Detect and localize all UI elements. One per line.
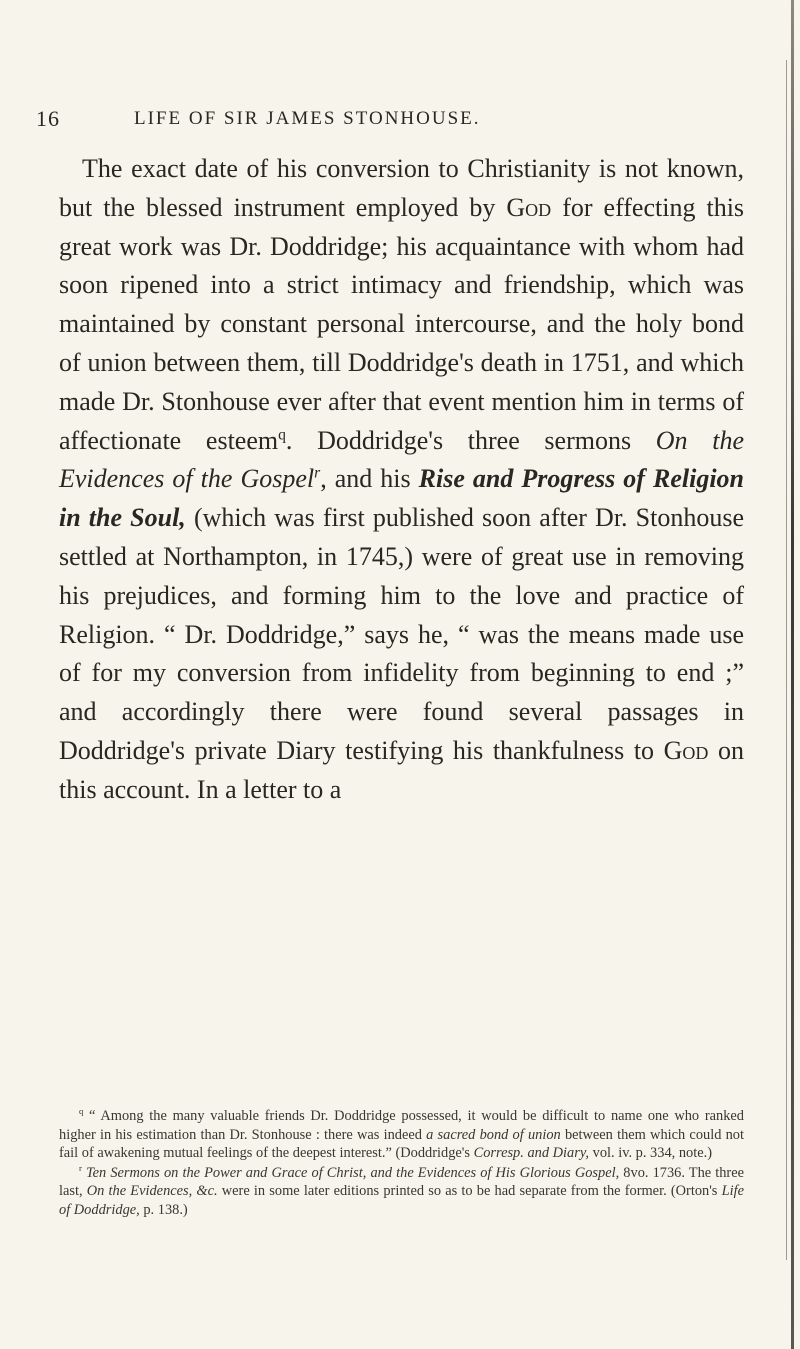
text-run: between them which could not fail of awakening mutual feelings of the deepest interest.” (Doddridge's (59, 1126, 744, 1162)
footnote-r (59, 1164, 744, 1220)
text-run: were in some later editions printed so as to be had separate from the former. (Orton's (221, 1183, 718, 1200)
god-small-caps: God (506, 192, 552, 222)
text-run: “ Among the many valuable friends Dr. Doddridge possessed, it would be difficult to name one who ranked higher in his estimation than Dr. Stonhouse : there was indeed (59, 1108, 744, 1143)
text-run: . Doddridge's three sermons (285, 425, 632, 455)
body-text (59, 150, 744, 810)
paragraph (59, 150, 744, 810)
footnotes (59, 1107, 744, 1221)
footnote-mark-q: q (79, 1106, 84, 1117)
text-run: on this account. In a letter to a (59, 735, 744, 804)
page-number: 16 (36, 106, 60, 131)
italic-run: a sacred bond of union (426, 1126, 561, 1143)
footnote-ref-r: r (314, 464, 321, 482)
italic-run: Life of Doddridge, (59, 1183, 744, 1218)
text-run: 8vo. 1736. The three last, (59, 1164, 744, 1200)
text-run: (which was first published soon after Dr. Stonhouse settled at Northampton, in 1745,) were of great use in removing his prejudices, and forming him to the love and practice of Religion. “ Dr. Doddridge,” says he, “ was the means made use of for my conversion from infidelity from beginning to end ;” and accordingly there were found several passages in Doddridge's private Diary testifying his thankfulness to (59, 503, 745, 765)
page-edge-shadow (786, 60, 787, 1260)
italic-run: Ten Sermons on the Power and Grace of Christ, and the Evidences of His Glorious Gospel, (85, 1164, 620, 1181)
title-rise-and-progress: Rise and Progress of Religion in the Soul, (59, 464, 745, 533)
text-run: , and his (320, 464, 411, 494)
footnote-mark-r: r (79, 1162, 82, 1173)
title-evidences: On the Evidences of the Gospel (59, 425, 744, 494)
text-run: p. 138.) (143, 1201, 188, 1218)
footnote-ref-q: q (278, 425, 286, 443)
page-header (36, 106, 736, 136)
italic-run: Corresp. and Diary, (473, 1145, 590, 1162)
text-run: for effecting this great work was Dr. Doddridge; his acquaintance with whom had soon ripened into a strict intimacy and friendship, which was maintained by constant personal intercourse, and the holy bond of union between them, till Doddridge's death in 1751, and which made Dr. Stonhouse ever after that event mention him in terms of affectionate esteem (59, 192, 745, 455)
footnote-q (59, 1107, 744, 1163)
text-run: The exact date of his conversion to Christianity is not known, but the blessed instrument employed by (59, 154, 744, 222)
text-run: vol. iv. p. 334, note.) (592, 1145, 713, 1162)
italic-run: On the Evidences, &c. (86, 1183, 218, 1200)
god-small-caps: God (663, 735, 709, 765)
page-edge (791, 0, 794, 1349)
running-head: LIFE OF SIR JAMES STONHOUSE. (134, 108, 481, 129)
